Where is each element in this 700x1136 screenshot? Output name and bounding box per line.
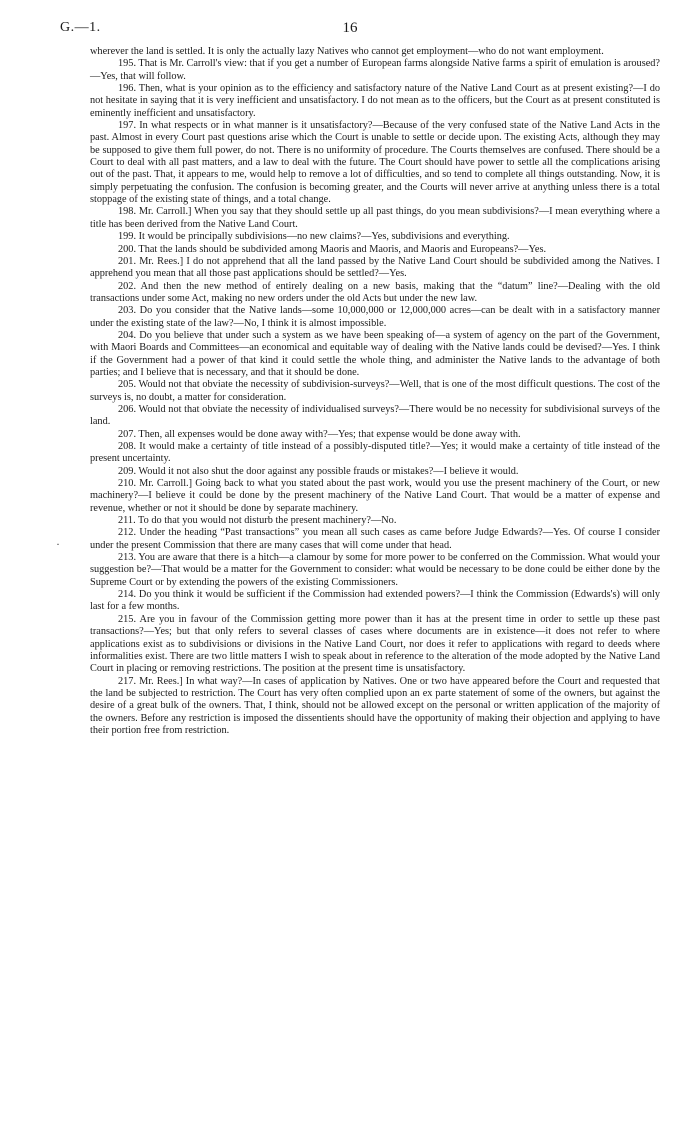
page-number: 16: [342, 20, 358, 36]
paragraph: 203. Do you consider that the Native lands—some 10,000,000 or 12,000,000 acres—can be dealt with in a satisfactory manner under the existing state of the law?—No, I think it is almost impossible.: [90, 305, 660, 329]
document-reference: G.—1.: [60, 20, 101, 35]
paragraph: 205. Would not that obviate the necessity of subdivision-surveys?—Well, that is one of the most difficult questions. The cost of the surveys is, no doubt, a matter for consideration.: [90, 379, 660, 403]
paragraph: 197. In what respects or in what manner is it unsatisfactory?—Because of the very confused state of the Native Land Acts in the past. Almost in every Court past questions arise which the Court is unable to settle or decide upon. The existing Acts, although they may be supposed to give them full power, do not. There is no uniformity of procedure. The Courts themselves are confused. There should be a Court to deal with all past matters, and a law to deal with the future. The Court should have power to settle all the complications arising out of the past. That, it appears to me, would help to remove a lot of difficulties, and so tend to complete all things outstanding. Now, it is simply perpetuating the confusion. The confusion is becoming greater, and the Courts will never arrive at anything unless there is a total stoppage of the existing state of things, and a total change.: [90, 120, 660, 206]
paragraph: 215. Are you in favour of the Commission getting more power than it has at the present time in order to settle up these past transactions?—Yes; but that only refers to several classes of cases where documents are in existence—it does not refer to where applications exist as to subdivisions or divisions in the Native Land Court, nor does it refer to applications with regard to deeds where informalities exist. There are two little matters I wish to speak about in reference to the alteration of the mode adopted by the Native Land Court in placing or removing restrictions. The position at the present time is unsatisfactory.: [90, 613, 660, 675]
paragraph: 213. You are aware that there is a hitch—a clamour by some for more power to be conferred on the Commission. What would your suggestion be?—That would be a matter for the Government to consider: what would be necessary to be done could be either done by the Supreme Court or by extending the powers of the existing Commissioners.: [90, 552, 660, 588]
paragraph: 211. To do that you would not disturb the present machinery?—No.: [118, 515, 397, 527]
paragraph: 201. Mr. Rees.] I do not apprehend that all the land passed by the Native Land Court should be subdivided among the Natives. I apprehend you mean that all those past applications should be settled?—Yes.: [90, 255, 660, 280]
paragraph: 196. Then, what is your opinion as to the efficiency and satisfactory nature of the Native Land Court as at present existing?—I do not hesitate in saying that it is very inefficient and unsatisfactory. I do not mean as to the officers, but the Court as at present constituted is eminently inefficient and unsatisfactory.: [90, 83, 660, 119]
paragraph: 212. Under the heading “Past transactions” you mean all such cases as came before Judge Edwards?—Yes. Of course I consider under the present Commission that there are many cases that will come under that head.: [90, 527, 660, 551]
paragraph: 204. Do you believe that under such a system as we have been speaking of—a system of agency on the part of the Government, with Maori Boards and Committees—an economical and equitable way of dealing with the Native lands could be devised?—Yes. I think if the Government had a power of that kind it could settle the whole thing, and administer the Native lands to the advantage of both parties; and I believe that is necessary, and that it should be done.: [90, 329, 660, 378]
paragraph: 209. Would it not also shut the door against any possible frauds or mistakes?—I believe it would.: [118, 465, 519, 477]
paragraph: 206. Would not that obviate the necessity of individualised surveys?—There would be no necessity for subdivisional surveys of the land.: [90, 403, 660, 428]
paragraph: 207. Then, all expenses would be done away with?—Yes; that expense would be done away with.: [118, 428, 521, 440]
paragraph: 202. And then the new method of entirely dealing on a new basis, making that the “datum” line?—Dealing with the old transactions under some Act, making no new orders under the old Acts but under the new law.: [90, 280, 660, 304]
paragraph: 210. Mr. Carroll.] Going back to what you stated about the past work, would you use the present machinery of the Court, or new machinery?—I believe it could be done by the present machinery of the Native Land Court. That would be a matter of expense and revenue, whether or not it should be done by separate machinery.: [90, 478, 660, 514]
paragraph: 208. It would make a certainty of title instead of a possibly-disputed title?—Yes; it would make a certainty of title instead of the present uncertainty.: [90, 441, 660, 465]
paragraph: 214. Do you think it would be sufficient if the Commission had extended powers?—I think the Commission (Edwards's) will only last for a few months.: [90, 589, 660, 613]
paragraph: 198. Mr. Carroll.] When you say that they should settle up all past things, do you mean subdivisions?—I mean everything where a title has been derived from the Native Land Court.: [90, 206, 660, 230]
paragraph: 200. That the lands should be subdivided among Maoris and Maoris, and Maoris and Europeans?—Yes.: [118, 243, 547, 255]
margin-dot: ·: [56, 537, 60, 551]
paragraph: wherever the land is settled. It is only the actually lazy Natives who cannot get employment—who do not want employment.: [90, 46, 604, 57]
paragraph: 217. Mr. Rees.] In what way?—In cases of application by Natives. One or two have appeared before the Court and requested that the land be subjected to restriction. The Court has very often complied upon an ex parte statement of some of the owners, but against the desire of a great bulk of the owners. That, I think, should not be allowed except on the personal or written application of the majority of the owners. Before any restriction is imposed the dissentients should have the opportunity of making their objection and applying to have their portion free from restriction.: [90, 675, 660, 736]
paragraph: 195. That is Mr. Carroll's view: that if you get a number of European farms alongside Native farms a spirit of emulation is aroused?—Yes, that will follow.: [90, 58, 660, 82]
paragraph: 199. It would be principally subdivisions—no new claims?—Yes, subdivisions and everything.: [118, 231, 510, 243]
body-text: [90, 46, 660, 737]
